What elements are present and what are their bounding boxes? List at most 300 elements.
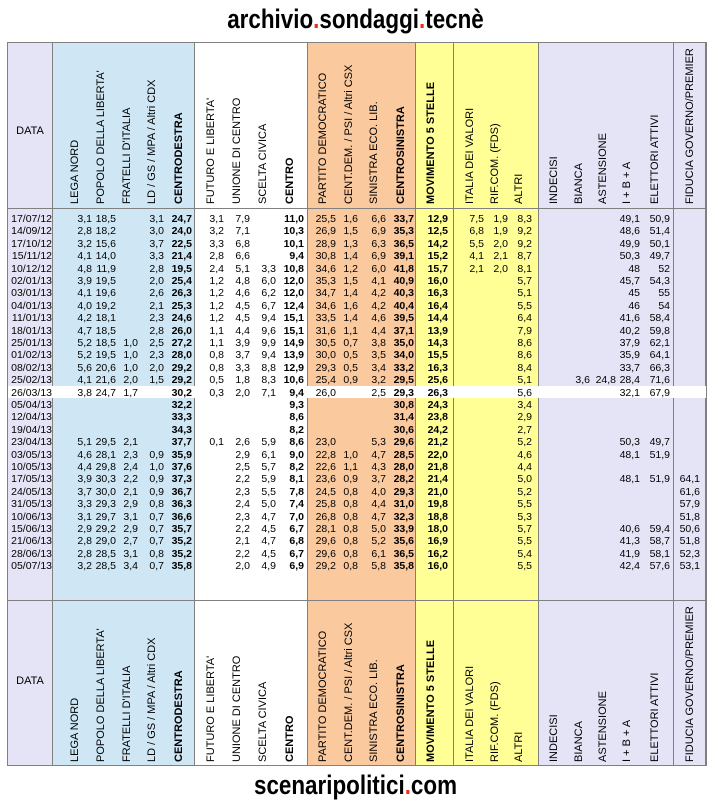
table-cell: 30,5 bbox=[315, 337, 336, 349]
table-cell: 2,8 bbox=[149, 262, 164, 275]
header-col-15-bottom bbox=[463, 665, 477, 762]
table-cell: 2,5 bbox=[149, 337, 164, 349]
table-cell: 24,8 bbox=[595, 374, 616, 387]
table-cell: 55 bbox=[658, 287, 670, 300]
row-date: 18/01/13 bbox=[11, 324, 52, 337]
table-cell: 59,4 bbox=[649, 523, 670, 535]
table-cell: 50,6 bbox=[679, 523, 700, 535]
table-cell: 28,9 bbox=[315, 237, 336, 250]
table-cell: 4,5 bbox=[261, 547, 276, 560]
table-cell: 0,8 bbox=[343, 547, 358, 560]
table-cell: 4,5 bbox=[235, 312, 250, 325]
table-cell: 6,9 bbox=[289, 560, 304, 573]
table-cell: 29,2 bbox=[95, 523, 116, 535]
title-part-1: archivio bbox=[227, 4, 314, 34]
table-cell: 50,1 bbox=[649, 237, 670, 250]
header-col-label: RIF.COM. (FDS) bbox=[489, 681, 501, 762]
table-cell: 3,3 bbox=[149, 250, 164, 263]
table-cell: 5,9 bbox=[261, 436, 276, 449]
table-cell: 34,6 bbox=[315, 262, 336, 275]
table-cell: 6,0 bbox=[371, 262, 386, 275]
table-cell: 28,0 bbox=[393, 461, 414, 473]
table-cell: 16,9 bbox=[427, 535, 448, 548]
table-cell: 11,9 bbox=[96, 262, 116, 275]
header-col-18 bbox=[547, 156, 561, 204]
table-cell: 4,5 bbox=[235, 299, 250, 312]
header-col-12-bottom bbox=[367, 659, 381, 762]
table-cell: 2,1 bbox=[469, 262, 484, 275]
table-cell: 0,9 bbox=[149, 473, 164, 486]
table-cell: 1,3 bbox=[343, 237, 358, 250]
table-cell: 35,6 bbox=[393, 535, 414, 548]
header-col-label: I + B + A bbox=[621, 719, 633, 762]
header-col-19-bottom bbox=[572, 721, 586, 762]
header-col-16 bbox=[488, 123, 502, 204]
table-cell: 1,1 bbox=[343, 324, 358, 337]
header-col-17 bbox=[512, 173, 526, 204]
title-dot-2: . bbox=[418, 4, 426, 34]
table-cell: 2,1 bbox=[235, 535, 250, 548]
table-cell: 21,8 bbox=[427, 461, 448, 473]
table-cell: 1,1 bbox=[209, 324, 224, 337]
table-cell: 4,1 bbox=[77, 287, 92, 300]
table-cell: 7,1 bbox=[261, 386, 276, 399]
table-cell: 2,3 bbox=[235, 510, 250, 523]
table-cell: 6,7 bbox=[261, 299, 276, 312]
table-cell: 30,8 bbox=[393, 399, 414, 411]
header-data: DATA bbox=[16, 125, 44, 137]
header-col-label: CENTROSINISTRA bbox=[395, 106, 407, 204]
header-col-9-bottom bbox=[283, 715, 297, 762]
table-cell: 4,1 bbox=[77, 374, 92, 387]
table-cell: 2,2 bbox=[235, 473, 250, 486]
table-cell: 5,2 bbox=[77, 349, 92, 362]
footer-site bbox=[60, 766, 650, 804]
table-cell: 2,8 bbox=[77, 225, 92, 238]
table-cell: 2,0 bbox=[493, 237, 508, 250]
table-cell: 29,6 bbox=[315, 547, 336, 560]
table-cell: 0,9 bbox=[149, 448, 164, 461]
table-cell: 45 bbox=[628, 287, 640, 300]
table-cell: 26,0 bbox=[315, 386, 336, 399]
table-cell: 8,6 bbox=[517, 337, 532, 349]
table-cell: 1,6 bbox=[343, 299, 358, 312]
table-cell: 0,8 bbox=[149, 547, 164, 560]
table-cell: 2,4 bbox=[209, 262, 224, 275]
table-cell: 48,1 bbox=[619, 448, 640, 461]
table-cell: 19,5 bbox=[95, 349, 116, 362]
table-cell: 15,1 bbox=[283, 324, 304, 337]
table-cell: 10,8 bbox=[283, 262, 304, 275]
table-cell: 4,8 bbox=[77, 262, 92, 275]
table-cell: 66,3 bbox=[649, 361, 670, 374]
table-cell: 62,1 bbox=[649, 337, 670, 349]
table-cell: 3,9 bbox=[77, 473, 92, 486]
header-col-label: CENTRODESTRA bbox=[173, 112, 185, 204]
table-cell: 3,1 bbox=[209, 213, 224, 225]
header-col-label: INDECISI bbox=[548, 156, 560, 204]
table-cell: 5,2 bbox=[371, 535, 386, 548]
table-cell: 3,9 bbox=[77, 275, 92, 287]
header-col-label: ALTRI bbox=[513, 731, 525, 762]
header-col-10 bbox=[316, 72, 330, 204]
table-cell: 4,4 bbox=[235, 324, 250, 337]
table-cell: 2,9 bbox=[123, 523, 138, 535]
header-col-label: PARTITO DEMOCRATICO bbox=[317, 630, 329, 762]
table-cell: 7,9 bbox=[517, 324, 532, 337]
table-cell: 21,4 bbox=[171, 250, 192, 263]
table-cell: 18,5 bbox=[95, 213, 116, 225]
table-cell: 29,8 bbox=[95, 461, 116, 473]
table-cell: 64,1 bbox=[679, 473, 700, 486]
table-cell: 4,4 bbox=[371, 324, 386, 337]
table-cell: 35,8 bbox=[393, 560, 414, 573]
table-cell: 3,4 bbox=[123, 560, 138, 573]
table-cell: 24,6 bbox=[171, 312, 192, 325]
table-cell: 5,2 bbox=[517, 485, 532, 498]
header-col-1-bottom bbox=[68, 697, 82, 762]
table-cell: 0,8 bbox=[343, 510, 358, 523]
table-cell: 3,1 bbox=[123, 510, 138, 523]
table-cell: 1,5 bbox=[149, 374, 164, 387]
header-col-label: LEGA NORD bbox=[69, 697, 81, 762]
table-cell: 30,0 bbox=[95, 485, 116, 498]
table-cell: 29,2 bbox=[315, 560, 336, 573]
table-cell: 40,4 bbox=[393, 299, 414, 312]
table-cell: 61,6 bbox=[679, 485, 700, 498]
header-col-label: ELETTORI ATTIVI bbox=[649, 672, 661, 762]
table-cell: 30,3 bbox=[95, 473, 116, 486]
table-cell: 9,4 bbox=[289, 250, 304, 263]
table-cell: 1,0 bbox=[123, 337, 138, 349]
table-cell: 6,1 bbox=[371, 547, 386, 560]
table-cell: 4,7 bbox=[371, 510, 386, 523]
table-cell: 20,6 bbox=[95, 361, 116, 374]
table-cell: 4,1 bbox=[371, 275, 386, 287]
row-date: 21/06/13 bbox=[11, 535, 52, 548]
table-cell: 29,3 bbox=[393, 485, 414, 498]
table-cell: 51,9 bbox=[649, 473, 670, 486]
table-cell: 51,4 bbox=[649, 225, 670, 238]
table-cell: 9,4 bbox=[261, 349, 276, 362]
table-cell: 0,8 bbox=[343, 560, 358, 573]
table-cell: 51,8 bbox=[679, 510, 700, 523]
table-cell: 3,3 bbox=[77, 498, 92, 511]
header-col-11-bottom bbox=[342, 622, 356, 762]
table-cell: 0,8 bbox=[149, 498, 164, 511]
table-cell: 12,0 bbox=[283, 275, 304, 287]
table-cell: 24,5 bbox=[315, 485, 336, 498]
row-date: 03/05/13 bbox=[11, 448, 52, 461]
table-cell: 35,7 bbox=[171, 523, 192, 535]
row-date: 05/04/13 bbox=[11, 399, 52, 411]
table-cell: 3,7 bbox=[235, 349, 250, 362]
table-cell: 4,3 bbox=[371, 461, 386, 473]
table-cell: 3,5 bbox=[371, 349, 386, 362]
header-col-label: PARTITO DEMOCRATICO bbox=[317, 72, 329, 204]
table-cell: 4,0 bbox=[371, 485, 386, 498]
table-cell: 9,0 bbox=[289, 448, 304, 461]
table-cell: 52,3 bbox=[679, 547, 700, 560]
table-cell: 3,1 bbox=[123, 547, 138, 560]
table-cell: 6,7 bbox=[289, 547, 304, 560]
table-cell: 8,1 bbox=[517, 262, 532, 275]
table-cell: 5,0 bbox=[371, 523, 386, 535]
table-cell: 48 bbox=[628, 262, 640, 275]
table-cell: 0,3 bbox=[209, 386, 224, 399]
table-cell: 4,8 bbox=[235, 275, 250, 287]
table-cell: 23,0 bbox=[315, 436, 336, 449]
table-cell: 2,4 bbox=[235, 498, 250, 511]
header-col-label: ITALIA DEI VALORI bbox=[464, 665, 476, 762]
table-cell: 30,0 bbox=[315, 349, 336, 362]
table-cell: 25,5 bbox=[315, 213, 336, 225]
row-date: 10/05/13 bbox=[11, 461, 52, 473]
table-cell: 5,2 bbox=[77, 337, 92, 349]
table-cell: 16,3 bbox=[427, 361, 448, 374]
table-cell: 28,4 bbox=[619, 374, 640, 387]
table-cell: 28,1 bbox=[315, 523, 336, 535]
table-cell: 4,0 bbox=[77, 299, 92, 312]
table-cell: 37,9 bbox=[619, 337, 640, 349]
header-col-11 bbox=[342, 64, 356, 204]
table-cell: 4,2 bbox=[371, 287, 386, 300]
header-col-8-bottom bbox=[256, 681, 270, 762]
header-col-14 bbox=[424, 81, 438, 204]
table-cell: 2,0 bbox=[149, 275, 164, 287]
table-cell: 6,4 bbox=[517, 312, 532, 325]
table-cell: 36,6 bbox=[171, 510, 192, 523]
table-cell: 41,3 bbox=[619, 535, 640, 548]
table-cell: 59,8 bbox=[649, 324, 670, 337]
table-cell: 0,5 bbox=[343, 361, 358, 374]
table-cell: 19,8 bbox=[427, 498, 448, 511]
table-cell: 21,2 bbox=[427, 436, 448, 449]
table-cell: 3,3 bbox=[261, 262, 276, 275]
table-cell: 2,2 bbox=[123, 473, 138, 486]
table-cell: 34,6 bbox=[315, 299, 336, 312]
table-cell: 5,3 bbox=[517, 510, 532, 523]
table-cell: 8,1 bbox=[289, 473, 304, 486]
footer-header-separator bbox=[8, 600, 706, 601]
table-cell: 4,6 bbox=[77, 448, 92, 461]
header-col-label: FUTURO E LIBERTA' bbox=[205, 97, 217, 204]
header-col-label: POPOLO DELLA LIBERTA' bbox=[95, 628, 107, 762]
header-col-label: INDECISI bbox=[548, 714, 560, 762]
table-cell: 49,1 bbox=[619, 213, 640, 225]
table-cell: 1,5 bbox=[343, 275, 358, 287]
table-cell: 1,2 bbox=[209, 275, 224, 287]
table-cell: 1,2 bbox=[209, 299, 224, 312]
row-date: 14/09/12 bbox=[11, 225, 52, 238]
table-cell: 52 bbox=[658, 262, 670, 275]
footer-part-2: com bbox=[410, 770, 458, 800]
table-cell: 0,9 bbox=[343, 473, 358, 486]
table-cell: 37,3 bbox=[171, 473, 192, 486]
table-cell: 0,8 bbox=[343, 485, 358, 498]
table-cell: 12,5 bbox=[427, 225, 448, 238]
table-cell: 4,9 bbox=[261, 560, 276, 573]
table-cell: 4,6 bbox=[371, 312, 386, 325]
table-cell: 36,3 bbox=[171, 498, 192, 511]
header-col-label: I + B + A bbox=[621, 161, 633, 204]
header-col-label: BIANCA bbox=[573, 163, 585, 204]
table-cell: 0,7 bbox=[149, 523, 164, 535]
table-cell: 0,5 bbox=[343, 349, 358, 362]
table-cell: 29,7 bbox=[95, 510, 116, 523]
table-cell: 0,7 bbox=[343, 337, 358, 349]
header-col-4-bottom bbox=[145, 637, 159, 762]
table-cell: 5,1 bbox=[517, 287, 532, 300]
table-cell: 2,1 bbox=[123, 485, 138, 498]
header-col-label: CENTRO bbox=[284, 157, 296, 204]
header-col-3 bbox=[120, 107, 134, 204]
table-cell: 0,8 bbox=[343, 535, 358, 548]
header-col-label: ELETTORI ATTIVI bbox=[649, 114, 661, 204]
table-cell: 40,2 bbox=[619, 324, 640, 337]
header-col-9 bbox=[283, 157, 297, 204]
table-cell: 4,2 bbox=[77, 312, 92, 325]
table-cell: 22,8 bbox=[315, 448, 336, 461]
table-cell: 1,8 bbox=[235, 374, 250, 387]
table-cell: 3,4 bbox=[517, 399, 532, 411]
table-cell: 32,1 bbox=[619, 386, 640, 399]
table-cell: 54 bbox=[658, 299, 670, 312]
header-col-7 bbox=[230, 97, 244, 204]
table-cell: 0,1 bbox=[209, 436, 224, 449]
page-title bbox=[60, 0, 650, 38]
table-cell: 19,5 bbox=[95, 275, 116, 287]
table-cell: 3,1 bbox=[149, 213, 164, 225]
header-col-5-bottom bbox=[172, 670, 186, 762]
table-cell: 3,8 bbox=[371, 337, 386, 349]
title-part-3: tecnè bbox=[425, 4, 484, 34]
table-cell: 40,3 bbox=[393, 287, 414, 300]
table-cell: 1,0 bbox=[149, 461, 164, 473]
header-col-label: ITALIA DEI VALORI bbox=[464, 107, 476, 204]
header-col-3-bottom bbox=[120, 665, 134, 762]
table-cell: 28,5 bbox=[393, 448, 414, 461]
table-cell: 24,7 bbox=[171, 213, 192, 225]
header-col-label: POPOLO DELLA LIBERTA' bbox=[95, 70, 107, 204]
table-cell: 2,8 bbox=[149, 324, 164, 337]
header-col-label: CENTROSINISTRA bbox=[395, 664, 407, 762]
table-cell: 6,1 bbox=[261, 448, 276, 461]
table-cell: 42,4 bbox=[619, 560, 640, 573]
table-cell: 5,1 bbox=[517, 374, 532, 387]
table-cell: 58,7 bbox=[649, 535, 670, 548]
table-cell: 26,3 bbox=[171, 287, 192, 300]
table-cell: 21,6 bbox=[95, 374, 116, 387]
table-cell: 5,5 bbox=[517, 299, 532, 312]
table-cell: 30,2 bbox=[171, 386, 192, 399]
table-cell: 25,6 bbox=[427, 374, 448, 387]
table-cell: 1,7 bbox=[123, 386, 138, 399]
row-date: 17/05/13 bbox=[11, 473, 52, 486]
row-date: 03/01/13 bbox=[11, 287, 52, 300]
table-cell: 8,3 bbox=[517, 213, 532, 225]
table-cell: 12,0 bbox=[283, 287, 304, 300]
header-col-14-bottom bbox=[424, 639, 438, 762]
row-date: 15/11/12 bbox=[11, 250, 52, 263]
table-cell: 15,7 bbox=[427, 262, 448, 275]
table-cell: 3,3 bbox=[235, 361, 250, 374]
header-col-7-bottom bbox=[230, 655, 244, 762]
table-cell: 1,6 bbox=[343, 213, 358, 225]
table-cell: 4,7 bbox=[371, 448, 386, 461]
header-col-20 bbox=[596, 133, 610, 204]
table-cell: 2,8 bbox=[209, 250, 224, 263]
table-cell: 14,9 bbox=[283, 337, 304, 349]
header-col-label: CENT.DEM. / PSI / Altri CSX bbox=[343, 64, 355, 204]
table-cell: 45,7 bbox=[619, 275, 640, 287]
header-col-2 bbox=[94, 70, 108, 204]
table-cell: 2,5 bbox=[235, 461, 250, 473]
table-cell: 5,7 bbox=[517, 523, 532, 535]
table-cell: 35,2 bbox=[171, 547, 192, 560]
table-cell: 25,3 bbox=[171, 299, 192, 312]
table-cell: 26,8 bbox=[315, 510, 336, 523]
header-col-19 bbox=[572, 163, 586, 204]
table-cell: 4,6 bbox=[517, 448, 532, 461]
table-cell: 18,2 bbox=[95, 225, 116, 238]
table-cell: 27,2 bbox=[171, 337, 192, 349]
table-cell: 0,9 bbox=[149, 485, 164, 498]
table-cell: 3,9 bbox=[235, 337, 250, 349]
header-col-5 bbox=[172, 112, 186, 204]
table-cell: 3,2 bbox=[77, 560, 92, 573]
table-cell: 11,0 bbox=[284, 213, 304, 225]
table-cell: 1,1 bbox=[343, 461, 358, 473]
table-cell: 49,9 bbox=[619, 237, 640, 250]
header-col-22-bottom bbox=[648, 672, 662, 762]
table-cell: 37,1 bbox=[393, 324, 414, 337]
table-cell: 29,5 bbox=[95, 436, 116, 449]
row-date: 08/02/13 bbox=[11, 361, 52, 374]
table-cell: 10,1 bbox=[283, 237, 304, 250]
header-col-label: ALTRI bbox=[513, 173, 525, 204]
table-cell: 33,2 bbox=[393, 361, 414, 374]
table-cell: 2,3 bbox=[123, 448, 138, 461]
table-cell: 2,1 bbox=[493, 250, 508, 263]
table-cell: 8,4 bbox=[517, 361, 532, 374]
table-cell: 48,1 bbox=[619, 473, 640, 486]
table-cell: 7,8 bbox=[289, 485, 304, 498]
row-date: 23/04/13 bbox=[11, 436, 52, 449]
table-cell: 1,2 bbox=[209, 287, 224, 300]
table-cell: 3,3 bbox=[209, 237, 224, 250]
table-cell: 6,0 bbox=[261, 275, 276, 287]
table-cell: 35,0 bbox=[393, 337, 414, 349]
table-cell: 5,7 bbox=[261, 461, 276, 473]
header-col-2-bottom bbox=[94, 628, 108, 762]
table-cell: 25,8 bbox=[315, 498, 336, 511]
table-cell: 29,3 bbox=[315, 361, 336, 374]
table-cell: 2,3 bbox=[149, 349, 164, 362]
table-cell: 41,8 bbox=[393, 262, 414, 275]
table-cell: 15,1 bbox=[283, 312, 304, 325]
table-cell: 7,0 bbox=[289, 510, 304, 523]
header-col-22 bbox=[648, 114, 662, 204]
table-cell: 3,1 bbox=[77, 213, 92, 225]
table-cell: 31,6 bbox=[315, 324, 336, 337]
table-cell: 26,3 bbox=[427, 386, 448, 399]
table-cell: 8,6 bbox=[289, 411, 304, 424]
table-cell: 32,2 bbox=[171, 399, 192, 411]
table-cell: 14,4 bbox=[427, 312, 448, 325]
header-col-6-bottom bbox=[204, 655, 218, 762]
table-cell: 0,9 bbox=[343, 374, 358, 387]
